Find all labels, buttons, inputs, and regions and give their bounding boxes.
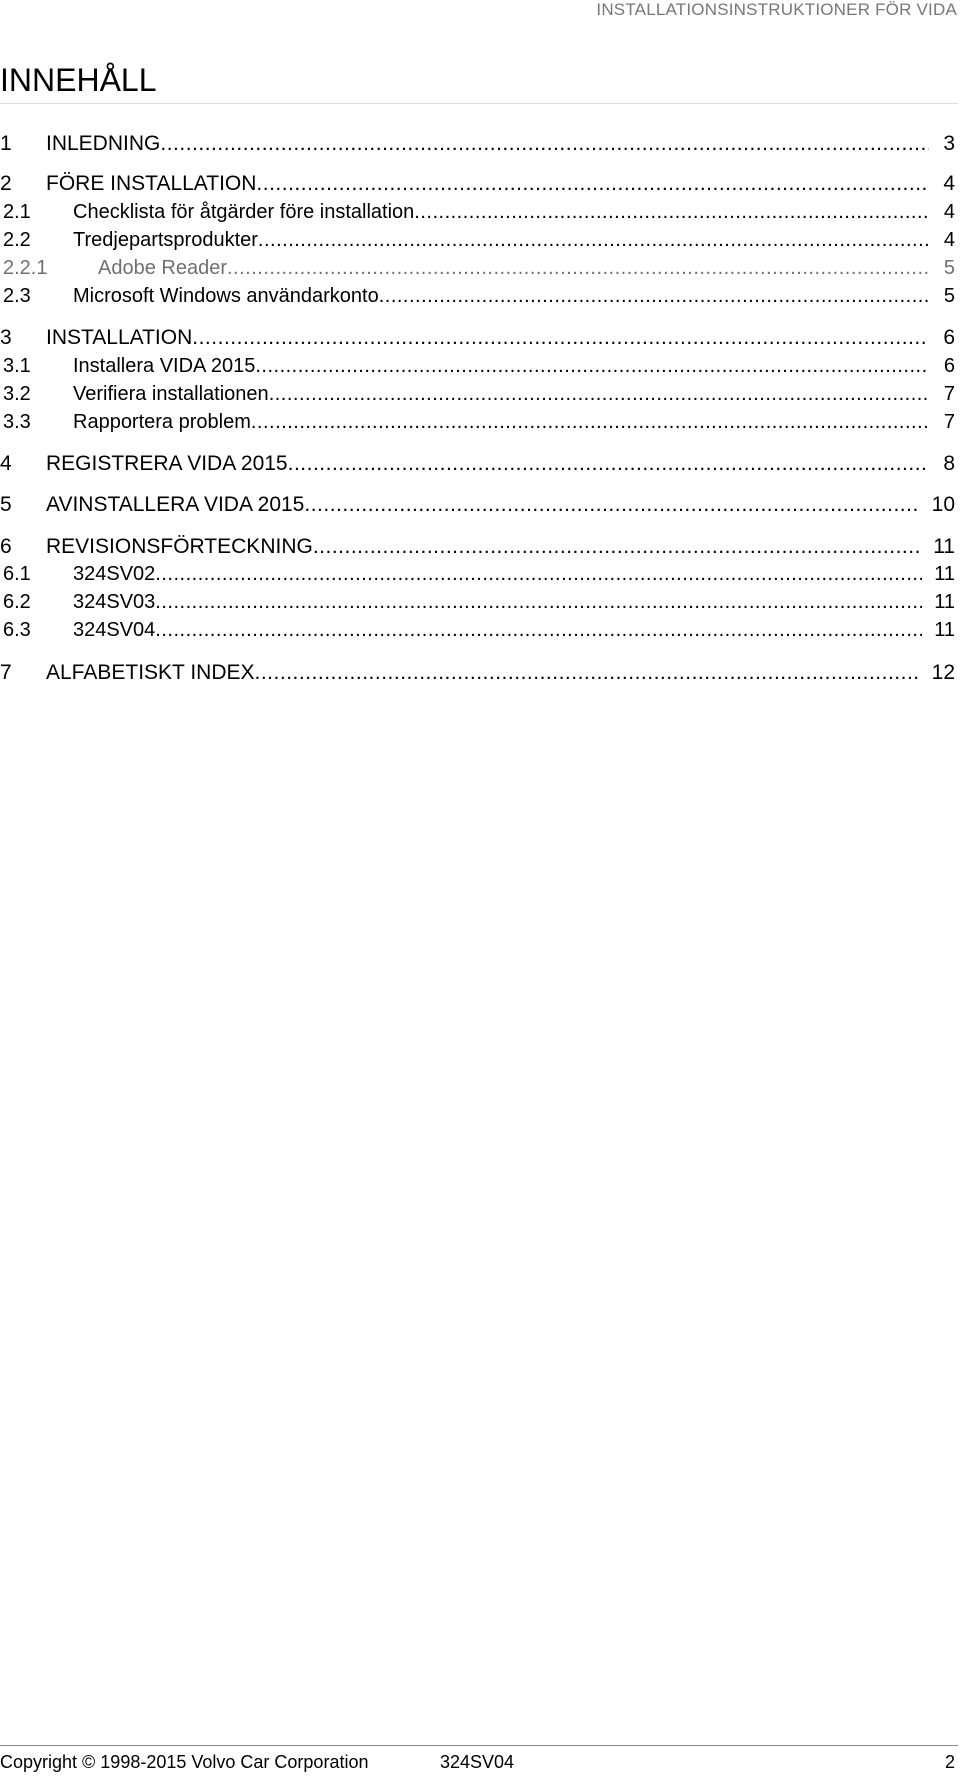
toc-entry-label: Tredjepartsprodukter	[73, 229, 258, 251]
toc-entry-page: 11	[934, 563, 955, 585]
toc-entry-label: FÖRE INSTALLATION	[46, 172, 257, 195]
toc-entry-page: 5	[943, 257, 955, 279]
toc-entry-label: AVINSTALLERA VIDA 2015	[46, 493, 305, 516]
toc-entry-number: 2.3	[3, 285, 31, 307]
toc-entry-windows-anvandarkonto[interactable]	[0, 285, 955, 308]
toc-entry-page: 6	[943, 326, 955, 349]
toc-entry-number: 6.3	[3, 619, 31, 641]
toc-entry-installation[interactable]	[0, 326, 955, 350]
toc-entry-324sv02[interactable]	[0, 563, 955, 586]
dot-leader	[269, 383, 929, 406]
toc-entry-label: Rapportera problem	[73, 411, 251, 433]
toc-entry-page: 3	[943, 132, 955, 155]
dot-leader	[288, 452, 929, 476]
toc-entry-page: 5	[943, 285, 955, 307]
dot-leader	[155, 619, 922, 642]
toc-entry-number: 3.1	[3, 355, 31, 377]
dot-leader	[155, 591, 922, 614]
dot-leader	[255, 355, 929, 378]
toc-entry-324sv04[interactable]	[0, 619, 955, 642]
toc-entry-label: Verifiera installationen	[73, 383, 269, 405]
toc-entry-label: Checklista för åtgärder före installation	[73, 201, 415, 223]
toc-entry-label: 324SV04	[73, 619, 156, 641]
toc-title: INNEHÅLL	[0, 62, 157, 98]
toc-entry-page: 7	[943, 411, 955, 433]
toc-entry-label: REGISTRERA VIDA 2015	[46, 452, 288, 475]
document-id: 324SV04	[440, 1752, 515, 1772]
toc-entry-avinstallera-vida[interactable]	[0, 493, 955, 517]
toc-entry-number: 2	[0, 172, 12, 195]
toc-entry-number: 1	[0, 132, 12, 155]
toc-entry-page: 11	[934, 619, 955, 641]
toc-entry-label: Microsoft Windows användarkonto	[73, 285, 379, 307]
toc-entry-page: 11	[933, 535, 955, 558]
toc-entry-fore-installation[interactable]	[0, 172, 955, 196]
dot-leader	[255, 661, 920, 685]
footer-divider	[0, 1745, 958, 1746]
toc-entry-page: 4	[943, 229, 955, 251]
toc-entry-number: 3	[0, 326, 12, 349]
dot-leader	[227, 257, 929, 280]
toc-entry-checklista[interactable]	[0, 201, 955, 224]
toc-entry-number: 3.2	[3, 383, 31, 405]
toc-entry-number: 4	[0, 452, 12, 475]
toc-entry-page: 10	[931, 493, 955, 516]
dot-leader	[160, 132, 929, 156]
toc-entry-number: 7	[0, 661, 12, 684]
dot-leader	[414, 201, 929, 224]
toc-entry-number: 5	[0, 493, 12, 516]
toc-entry-number: 6.2	[3, 591, 31, 613]
dot-leader	[313, 535, 921, 559]
toc-entry-alfabetiskt-index[interactable]	[0, 661, 955, 685]
toc-entry-tredjepartsprodukter[interactable]	[0, 229, 955, 252]
toc-entry-324sv03[interactable]	[0, 591, 955, 614]
dot-leader	[155, 563, 922, 586]
toc-entry-number: 2.1	[3, 201, 31, 223]
toc-entry-label: 324SV02	[73, 563, 156, 585]
dot-leader	[304, 493, 919, 517]
toc-entry-label: ALFABETISKT INDEX	[46, 661, 255, 684]
title-divider	[0, 103, 958, 104]
toc-entry-page: 4	[943, 172, 955, 195]
toc-entry-page: 11	[934, 591, 955, 613]
dot-leader	[258, 229, 929, 252]
toc-entry-number: 6	[0, 535, 12, 558]
dot-leader	[192, 326, 929, 350]
toc-entry-label: Adobe Reader	[98, 257, 227, 279]
toc-entry-page: 12	[931, 661, 955, 684]
toc-entry-label: Installera VIDA 2015	[73, 355, 256, 377]
toc-entry-verifiera[interactable]	[0, 383, 955, 406]
toc-entry-label: REVISIONSFÖRTECKNING	[46, 535, 313, 558]
toc-entry-label: INLEDNING	[46, 132, 161, 155]
toc-entry-number: 3.3	[3, 411, 31, 433]
toc-entry-number: 6.1	[3, 563, 31, 585]
toc-entry-page: 8	[943, 452, 955, 475]
page-number: 2	[944, 1752, 955, 1772]
dot-leader	[379, 285, 929, 308]
toc-entry-inledning[interactable]	[0, 132, 955, 156]
toc-entry-page: 4	[943, 201, 955, 223]
running-header: INSTALLATIONSINSTRUKTIONER FÖR VIDA	[596, 0, 957, 19]
toc-entry-number: 2.2.1	[3, 257, 48, 279]
toc-entry-page: 6	[943, 355, 955, 377]
toc-entry-registrera-vida[interactable]	[0, 452, 955, 476]
toc-entry-page: 7	[943, 383, 955, 405]
dot-leader	[251, 411, 929, 434]
dot-leader	[256, 172, 929, 196]
copyright-text: Copyright © 1998-2015 Volvo Car Corporation	[0, 1752, 369, 1772]
toc-entry-label: 324SV03	[73, 591, 156, 613]
toc-entry-rapportera-problem[interactable]	[0, 411, 955, 434]
toc-entry-label: INSTALLATION	[46, 326, 193, 349]
toc-entry-installera-vida[interactable]	[0, 355, 955, 378]
toc-entry-revisionsforteckning[interactable]	[0, 535, 955, 559]
toc-entry-adobe-reader[interactable]	[0, 257, 955, 280]
toc-entry-number: 2.2	[3, 229, 31, 251]
